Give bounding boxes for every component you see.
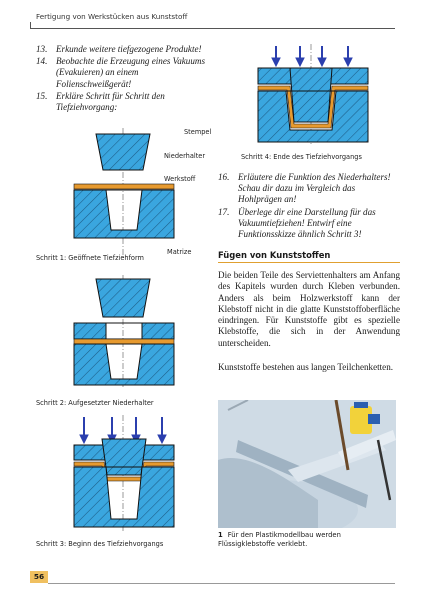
task-13: [36, 44, 211, 55]
body-paragraph-2: Kunststoffe bestehen aus langen Teilchenketten.: [218, 362, 394, 372]
task-14: [36, 56, 211, 90]
caption-step1: Schritt 1: Geöffnete Tiefziehform: [36, 254, 144, 262]
task-text: Erkunde weitere tiefgezogene Produkte!: [56, 44, 202, 54]
photo-caption: [218, 531, 398, 548]
task-15: [36, 91, 211, 113]
task-number: 17.: [218, 206, 230, 217]
task-number: 14.: [36, 56, 48, 67]
photo-caption-text: Für den Plastikmodellbau werden Flüssigklebstoffe verklebt.: [218, 531, 341, 548]
caption-step3: Schritt 3: Beginn des Tiefziehvorgangs: [36, 540, 164, 548]
task-number: 13.: [36, 44, 48, 54]
diagram-step1: [36, 128, 211, 260]
tasks-left: [36, 44, 211, 114]
photo-model-glue: [218, 400, 396, 528]
section-rule: [218, 262, 400, 263]
photo-caption-number: 1: [218, 531, 223, 539]
body-paragraph-1: Die beiden Teile des Serviettenhalters am Anfang des Kapitels wurden durch Kleben verbunden. Anders als beim Holzwerkstoff kann der Klebstoff nicht in die glatte Kunststoffoberfläche eindringen. Für Kunststoffe gibt es spezielle Klebstoffe, die sich in der Anwendung unterscheiden.: [218, 270, 400, 348]
diagram-step2: [36, 275, 211, 387]
header-rule: [30, 28, 395, 29]
task-text: Beobachte die Erzeugung eines Vakuums (Evakuieren) an einem Folienschweißgerät!: [56, 56, 205, 89]
diagram-step3: [36, 415, 211, 533]
running-title: Fertigung von Werkstücken aus Kunststoff: [36, 12, 188, 21]
caption-step2: Schritt 2: Aufgesetzter Niederhalter: [36, 399, 154, 407]
label-matrize: Matrize: [167, 248, 192, 256]
task-number: 16.: [218, 172, 230, 182]
label-niederhalter: Niederhalter: [164, 152, 206, 160]
task-text: Erkläre Schritt für Schritt den Tiefziehvorgang:: [56, 90, 165, 113]
task-17: [218, 207, 400, 241]
task-text: Erläutere die Funktion des Niederhalters! Schau dir dazu im Vergleich das Hohlprägen an!: [238, 172, 391, 205]
running-header: [0, 0, 425, 30]
section-heading: Fügen von Kunststoffen: [218, 250, 331, 260]
caption-step4: Schritt 4: Ende des Tiefziehvorgangs: [241, 153, 362, 161]
tasks-right: [218, 172, 400, 241]
label-stempel: Stempel: [184, 128, 212, 136]
task-number: 15.: [36, 90, 48, 101]
footer-rule: [48, 583, 395, 584]
page-number: 56: [30, 571, 48, 583]
label-werkstoff: Werkstoff: [164, 175, 196, 183]
diagram-step4: [236, 44, 386, 144]
task-16: [218, 172, 400, 206]
task-text: Überlege dir eine Darstellung für das Vakuumtiefziehen! Entwirf eine Funktionsskizze ähnlich Schritt 3!: [238, 206, 376, 240]
